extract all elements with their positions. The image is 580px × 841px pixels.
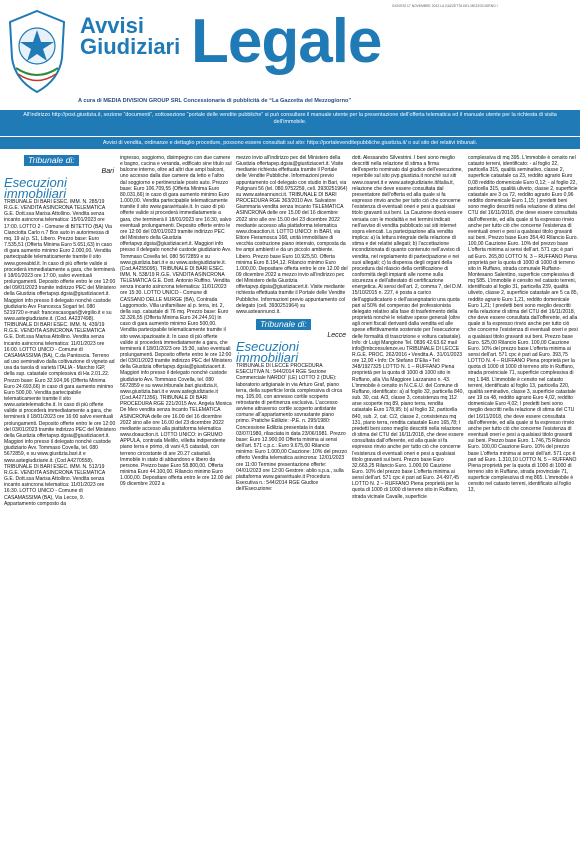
section-title: Esecuzioni immobiliari xyxy=(236,339,299,366)
tribunal-label: Tribunale di: xyxy=(256,319,311,330)
tagline: A cura di MEDIA DIVISION GROUP SRL Concessionaria di pubblicità de “La Gazzetta del Mezzogiorno” xyxy=(78,98,352,104)
column-5 xyxy=(468,155,578,494)
header-date-line: GIOVEDÌ 17 NOVEMBRE 2022 LA GAZZETTA DEL MEZZOGIORNO I xyxy=(392,4,498,8)
tribunal-city: Lecce xyxy=(327,332,346,340)
column-4 xyxy=(352,155,464,500)
notice-sites: Avvisi di vendita, ordinanze e dettaglio procedure, possono essere consultati sul sito: https://portalevenditepubbliche.giustizia.it/ o sul sito dei relativi tribunali. xyxy=(0,137,580,149)
listing-text: TRIBUNALE DI LECCE PROCEDURA ESECUTIVA N.: 544/2014 RGE Sezione Commerciale NARDO’ (LE) LOTTO 2 (DUE): laboratorio artigianale in via Arturo Graf, piano terra, della superficie lorda complessiva di circa mq. 105,00, con annesso cortile scoperto retrostante di pertinenza esclusiva. L’accesso avviene attraverso cortile scoperto antistante comune all’appartamento sovrastante piano primo. Pratiche Edilizie: -P.E. n. 295/1980: Concessione Edilizia presentata in data 03/07/1980, rilasciata in data 23/06/1981. Prezzo base: Euro 12.900,00 Offerta minima ai sensi dell’art. 571 c.p.c.: Euro 9.675,00 Rilancio minimo: Euro 1.000,00 Cauzione: 10% del prezzo offerto Vendita telematica asincrona: 12/01/2023 ore 11:00 Termine presentazione offerte: 04/01/2023 ore 12:00 Gestore: ablio s.p.a., sulla piattaforma www.garavirtuale.it Procedura Esecutiva n.: 544/2014 RGE Giudice dell’Esecuzione: xyxy=(236,363,348,493)
tribunal-label: Tribunale di: xyxy=(24,155,79,166)
listing-text: TRIBUNALE DI BARI ESEC. IMM. N. 285/19 R.G.E. VENDITA ASINCRONA TELEMATICA G.E. Dott.ssa Marisa Attollino. Vendita senza incanto asincrona telematica: 15/01/2023 ore 17:00. LOTTO 2 - Comune di BITETTO (BA) Via Cianciotta Carlo n.7 Box auto in autorimessa di mq. 19 al p. S1, Libero. Prezzo base: Euro 7.535,51 (Offerta Minima Euro 5.651,63) in caso di gara aumento minimo Euro 2.000,00. Vendita partecipabile telematicamente tramite il sito www.goreabid.it. In caso di più offerte valide si procederà immediatamente a gara, che terminerà il 18/01/2023 ore 17:00, salvo eventuali prolungamenti. Deposito offerte entro le ore 12:00 del 09/01/2023 tramite indirizzo PEC del Ministero della Giustizia offertapvp.dgsia@giustiziacert.it. Maggiori info presso il delegato nonché custode giudiziario Avv Francesca Sogari tel. 080 5219720 e-mail: francescasogari@virgilio.it e su www.astegiudiziarie.it. (Cod. A4237498). TRIBUNALE DI BARI ESEC. IMM. N. 439/19 R.G.E. VENDITA ASINCRONA TELEMATICA G.E. Dott.ssa Marisa Attollino. Vendita senza incanto asincrona telematica: 11/01/2023 ore 16:00. LOTTO UNICO - Comune di CASAMASSIMA (BA), C.da Pantoscia. Terreno ad uso seminativo dalla coltivazione di vigneto ad uva da tavola di varietà ITALIA - Marchio IGP, della sup. catastale complessiva di Ha 2.01.22. Prezzo base: Euro 32.924,96 (Offerta Minima Euro 24.693,66) in caso di gara aumento minimo Euro 500,00. Vendita partecipabile telematicamente tramite il sito www.astetelematiche.it. In caso di più offerte valide si procederà immediatamente a gara, che terminerà il 18/01/2023 ore 16:00 salvo eventuali prolungamenti. Deposito offerte entro le ore 12:00 del 03/01/2023 tramite indirizzo PEC del Ministero della Giustizia offertapvp.dgsia@giustiziacert.it. Maggiori info presso il delegato nonché custode giudiziario Avv. Tommaso Covella, tel. 080 5672859, e su www.giustizia.bari.it e www.astegiudiziarie.it. (Cod A4270558). TRIBUNALE DI BARI ESEC. IMM. N. 512/19 R.G.E. VENDITA ASINCRONA TELEMATICA G.E. Dott.ssa Marisa Attollino. Vendita senza incanto asincrona telematica: 11/01/2023 ore 16:30. LOTTO UNICO - Comune di CASAMASSIMA (BA), Via Lecce, 9. Appartamento composto da xyxy=(4,199,116,507)
republic-emblem-icon xyxy=(4,8,70,96)
tribunal-lecce-header xyxy=(236,319,348,366)
logo-giudiziari: Giudiziari xyxy=(80,34,181,59)
listing-text: dott. Alessandro Silvestrini. I beni sono meglio descritti nella relazione di stima a firma dell’esperto nominato dal giudice dell’esecuzione, reperibile sul sito pvp.giustizia.it nonché sui siti www.oxanet.it e www.astegiudiziarie.it/italia.it, relazione che deve essere consultata dal presentatore dell’offerta ed alla quale si fa espresso rinvio anche per tutto ciò che concerne l’esistenza di eventuali oneri e pesi a qualsiasi titolo gravanti sui beni. La Cauzione dovrà essere versata con le modalità e nei termini indicati nell’avviso di vendita pubblicato sui siti internet sopra elencati. La partecipazione alla vendita implica: a) la lettura integrale della relazione di stima e dei relativi allegati; b) l’accettazione incondizionata di quanto contenuto nell’avviso di vendita, nel regolamento di partecipazione e nei suoi allegati; c) la dispensa degli organi della procedura dal rilascio della certificazione di conformità degli impianti alle norme sulla sicurezza e dell’attestato di certificazione energetica. Ai sensi dell’art. 2, comma 7, del D.M. 15/10/2015 n. 227, è posta a carico dell’aggiudicatario o dell’assegnatario una quota pari al 50% del compenso del professionista delegato relativo alla fase di trasferimento della proprietà nonché le relative spese generali (oltre agli oneri fiscali derivanti dalla vendita ed alle spese effettivamente sostenute per l’esecuzione delle formalità di trascrizione e voltura catastale). Info: dr Luigi Mangione Tel. 0836 42.63.62 mail info@mbconsulenze.eu TRIBUNALE DI LECCE R.G.E. PROC. 262/2016 • Vendita A . 31/01/2023 ore 12,00 • Info: Dr Stefano D’Elia • Tel: 348/1927325 LOTTO N. 1 – RUFFANO Piena proprietà per la quota di 1000 di 1000 sito in Ruffano, alla Via Maggiore Lazzarano n. 43. L’immobile è censito in N.C.E.U. del Comune di Ruffano, identificato: a) al foglio 32, particella 840, sub. 30, cat. A/3, classe 3, consistenza mq 112 arse scoperte mq 89, piano terra, rendita catastale Euro 178,95; b) al foglio 32, particella 840, sub. 2, cat. C/2, classe 2, consistenza mq 131, piano terra, rendita catastale Euro 165,78; I predetti beni sono meglio descritti nella relazione di stima del CTU del 16/11/2018, che deve essere consultata dall’offerente, ed alla quale si fa espresso rinvio anche per tutto ciò che concerne l’esistenza di eventuali oneri e pesi a qualsiasi titolo gravanti sui beni. Prezzo base Euro 32.663,25 Rilancio Euro. 1.000,00 Cauzione Euro. 10% del prezzo base L’offerta minima ai sensi dell’art. 571 cpc è pari ad Euro. 24.497,45 LOTTO N. 2 – RUFFANO Piena proprietà per la quota di 1000 di 1000 di terreno sito in Ruffano, strada vicinale Cavalle, superficie xyxy=(352,155,464,500)
section-title: Esecuzioni immobiliari xyxy=(4,175,67,201)
column-3 xyxy=(236,155,348,492)
notice-portal-manual: All’indirizzo http://post.giustizia.it, sezione “documenti”, sottosezione “portale delle vendite pubbliche” si può consultare il manuale utente per la presentazione dell’offerta telematica ed il manuale utente per la richiesta di visita dell’immobile. xyxy=(0,110,580,136)
tribunal-bari-header xyxy=(4,155,116,199)
tribunal-city: Bari xyxy=(101,168,114,175)
column-2 xyxy=(120,155,232,487)
listing-text: ingresso, soggiorno, disimpegno con due camere e bagno, cucina e veranda, edificato sine titulo sul balcone interno, oltre ad altri due ampi balconi, uno accesso dalla due camere da letto e l’altro dal soggiorno e pertinenziale posto auto. Prezzo base: Euro 106.709,55 (Offerta Minima Euro 80.031,66) in caso di gara aumento minimo Euro 1.000,00. Vendita partecipabile telematicamente tramite il sito www.garavirtuale.it. In caso di più offerte valide si procederà immediatamente a gara, che terminerà il 18/01/2023 ore 16:30, salvo eventuali prolungamenti. Deposito offerte entro le ore 12:00 del 03/01/2023 tramite indirizzo PEC del Ministero della Giustizia offertapvp.dgsia@giustiziacert.it. Maggiori info presso il delegato nonché custode giudiziario Avv. Tommaso Covella tel. 080 5672859 e su www.giustizia.bari.it e su www.astegiudiziarie.it. (Cod.A4255095). TRIBUNALE DI BARI ESEC. IMM. N. 538/19 R.G.E. VENDITA ASINCRONA TELEMATICA G.E. Dott. Antonio Ruffino. Vendita senza incanto asincrona telematica: 11/01/2023 ore 15:30. LOTTO UNICO - Comune di CASSANO DELLE MURGE (BA), Contrada Laggomodo. Villa unifamiliare al p. terra, int. 2, della sup. catastale di 76 mq. Prezzo base: Euro 32.326,55 (Offerta Minima Euro 24.244,91) in caso di gara aumento minimo Euro 500,00. Vendita partecipabile telematicamente tramite il sito www.spazioaste.it. In caso di più offerte valide si procederà immediatamente a gara, che terminerà il 18/01/2023 ore 15:30, salvo eventuali prolungamenti. Deposito offerte entro le ore 12:00 del 03/01/2023 tramite indirizzo PEC del Ministero della Giustizia offertapvp.dgsia@giustiziacert.it. Maggiori info presso il delegato nonché custode giudiziario Avv. Tommaso Covella, tel. 080 5672859 e su www.tribunale.bari.giustizia.it, www.giustizia.bari.it e www.astegiudiziarie.it (Cod.A4271356). TRIBUNALE DI BARI PROCEDURA RGE 221/2015 Avv. Angela Monica De Meo vendita senza incanto TELEMATICA ASINCRONA delle ore 16.00 del 16 dicembre 2022 sino alle ore 16.00 del 23 dicembre 2022 mediante accesso alla piattaforma telematica www.doauction.it. LOTTO UNICO: in GRUMO APPULA, contrada Melillo, villetta indipendente piano terra e primo, di vani 4,5 catastali, con terreno circostante di are 20.27 catastali. Immobile in stato di abbandono e libero da persone. Prezzo base Euro 58.800,00. Offerta minima Euro 44.100,00. Rilancio minimo Euro 1.000,00. Depositare offerta entro le ore 12.00 del 09 dicembre 2022 a xyxy=(120,155,232,488)
column-1 xyxy=(4,155,116,507)
listing-text: complessiva di mq 395. L’immobile è censito nel catasto terreni, identificato: - al foglio 22, particella 315, qualità seminativo, classe 2, superficie catastale ca 23, reddito agrario Euro 0,08 reddito domenicale Euro 0,12; - al foglio 22, particella 315, qualità uliveto, classe 2, superficie catastale are 3 ca 72, reddito agrario Euro 0,96 reddito domenicale Euro 1,15; I predetti beni sono meglio descritti nella relazione di stima del CTU del 16/11/2018, che deve essere consultata dall’offerente, ed alla quale si fa espresso rinvio anche per tutto ciò che concerne l’esistenza di eventuali oneri e pesi a qualsiasi titolo gravanti sui beni. Prezzo base Euro 354,40 Rilancio Euro. 100,00 Cauzione Euro. 10% del prezzo base L’offerta minima ai sensi dell’art. 571 cpc è pari ad Euro. 265,80 LOTTO N. 3 – RUFFANO Piena proprietà per la quota di 1000 di 1000 di terreno sito in Ruffano, strada comunale Ruffano-Montesano Salentino, superficie complessiva di mq 585. L’immobile è censito nel catasto terreni, identificato al foglio 31, particella 239, qualità uliveto, classe 2, superficie catastale are 5 ca 85, reddito agrario Euro 1,21, reddito domenicale Euro 1,21; I predetti beni sono meglio descritti nella relazione di stima del CTU del 16/11/2018, che deve essere consultata dall’offerente, ed alla quale si fa espresso rinvio anche per tutto ciò che concerne l’esistenza di eventuali oneri e pesi a qualsiasi titolo gravanti sui beni. Prezzo base Euro. 525,00 Rilancio Euro. 100,00 Cauzione Euro. 10% del prezzo base L’offerta minima ai sensi dell’art. 571 cpc è pari ad Euro. 393,75 LOTTO N. 4 – RUFFANO Piena proprietà per la quota di 1000 di 1000 di terreno sito in Ruffano, strada provinciale 71, superficie complessiva di mq 1.948. L’immobile è censito nel catasto terreni, identificato al foglio 13, particella 220, qualità seminativo, classe 3, superficie catastale are 19 ca 48, reddito agrario Euro 4,02, reddito domenicale Euro 4,02; I predetti beni sono meglio descritti nella relazione di stima del CTU del 16/11/2018, che deve essere consultata dall’offerente, ed alla quale si fa espresso rinvio anche per tutto ciò che concerne l’esistenza di eventuali oneri e pesi a qualsiasi titolo gravanti sui beni. Prezzo base Euro. 1.746,75 Rilancio Euro. 100,00 Cauzione Euro. 10% del prezzo base L’offerta minima ai sensi dell’art. 571 cpc è pari ad Euro. 1.310,10 LOTTO N. 5 – RUFFANO Piena proprietà per la quota di 1000 di 1000 di terreno sito in Ruffano, strada provinciale 71, superficie complessiva di mq 865. L’immobile è censito nel catasto terreni, identificato al foglio 13, xyxy=(468,155,578,494)
logo-avvisi: Avvisi xyxy=(80,13,145,38)
listing-text: mezzo invio all’indirizzo pec del Ministero della Giustizia offertapvp.dgsia@giustiziacert.it. Visite mediante richiesta effettuata tramite il Portale delle Vendite Pubbliche. Informazioni previo appuntamento col delegato con studio in Bari, via Pulignani 56 (tel. 080.9752259, cell. 3930251964) su www.asteannunci.it. TRIBUNALE DI BARI PROCEDURA RGE 363/2010 Avv. Salvatore Giammaria vendita senza incanto TELEMATICA ASINCRONA delle ore 15.00 del 16 dicembre 2022 sino alle ore 15.00 del 23 dicembre 2022 mediante accesso alla piattaforma telematica www.doauction.it. LOTTO UNICO: in BARI, via Ettore Fieramosca 168, unità immobiliare di vecchia costruzione piano interrato, composta da tre ampi ambienti e da un piccolo ambiente. Libero. Prezzo base Euro 10.925,50. Offerta minima Euro 8.194,12. Rilancio minimo Euro 1.000,00. Depositare offerta entro le ore 12.00 del 09 dicembre 2022 a mezzo invio all’indirizzo pec del Ministero della Giustizia offertapvp.dgsia@giustiziacert.it. Visite mediante richiesta effettuata tramite il Portale delle Vendite Pubbliche. Informazioni previo appuntamento col delegato (cell. 3930251964) su www.asteannunci.it. xyxy=(236,155,348,315)
logo-legale: Legale xyxy=(191,7,382,76)
masthead-logo xyxy=(76,7,576,80)
